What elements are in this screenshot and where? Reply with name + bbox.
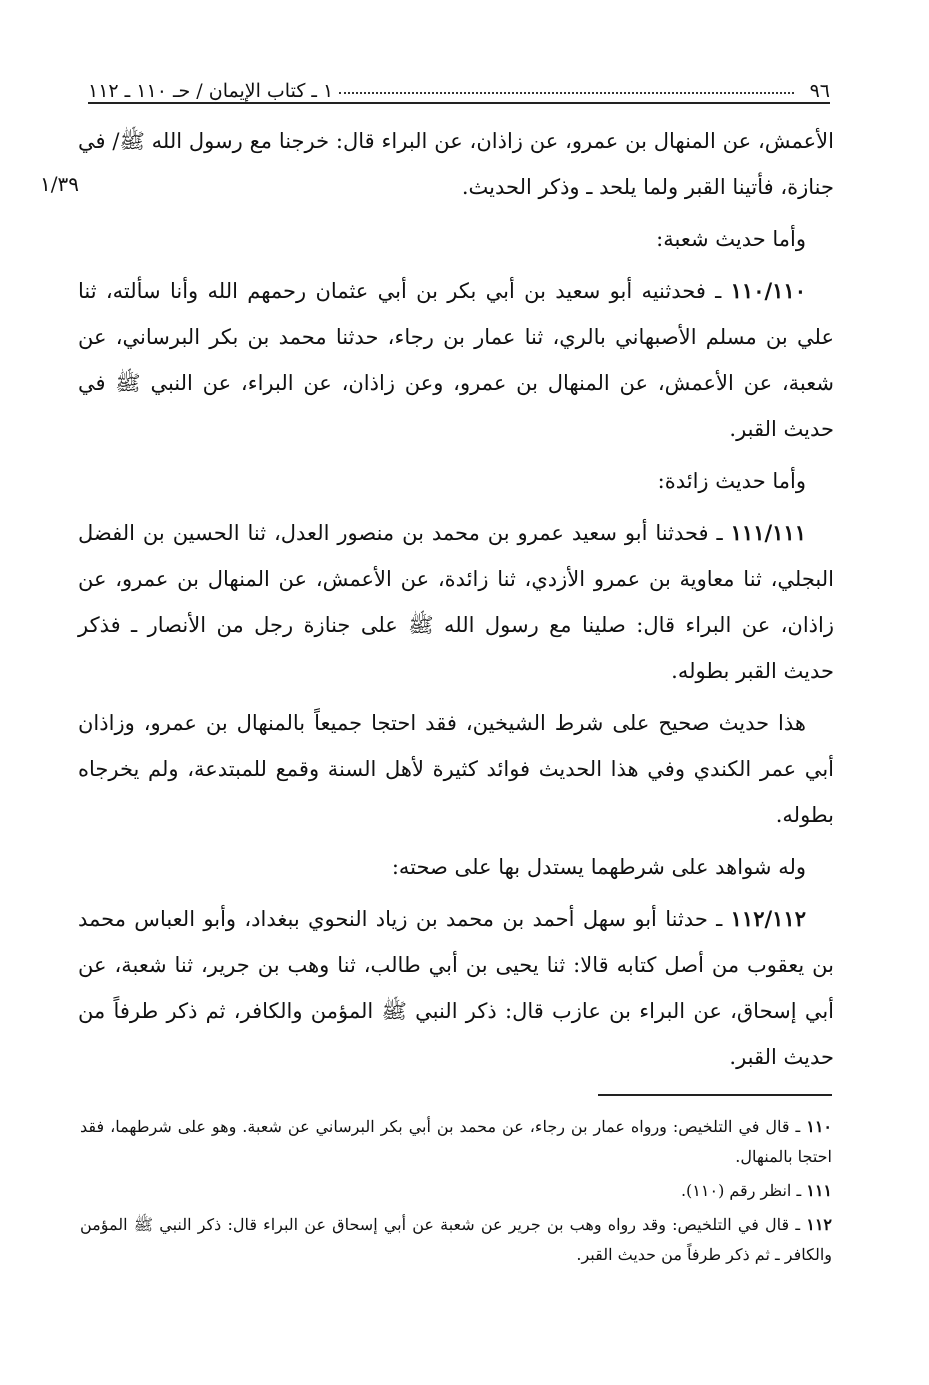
paragraph — [78, 700, 834, 838]
paragraph-text: ـ فحدثنا أبو سعيد عمرو بن محمد بن منصور العدل، ثنا الحسين بن الفضل البجلي، ثنا معاوية بن عمرو الأزدي، ثنا زائدة، عن الأعمش، عن المنهال بن عمرو، عن زاذان، عن البراء قال: صلينا مع رسول الله ﷺ على جنازة رجل من الأنصار ـ فذكر حديث القبر بطوله. — [78, 521, 834, 683]
footnote-number: ١١٢ — [806, 1215, 832, 1234]
page-number: ٩٦ — [809, 80, 830, 102]
paragraph — [78, 118, 834, 210]
paragraph — [78, 458, 834, 504]
paragraph-text: وأما حديث زائدة: — [657, 469, 806, 493]
footnote — [80, 1112, 832, 1172]
footnote-text: ـ انظر رقم (١١٠). — [680, 1181, 807, 1200]
footnote — [80, 1176, 832, 1206]
paragraph-text: وأما حديث شعبة: — [656, 227, 806, 251]
footnotes — [80, 1112, 832, 1274]
header-dot-leader — [339, 91, 793, 94]
paragraph-text: ـ فحدثنيه أبو سعيد بن أبي بكر بن أبي عثمان رحمهم الله وأنا سألته، ثنا علي بن مسلم الأصبهاني بالري، ثنا عمار بن رجاء، حدثنا محمد بن بكر البرساني، عن شعبة، عن الأعمش، عن المنهال بن عمرو، وعن زاذان، عن البراء، عن النبي ﷺ في حديث القبر. — [78, 279, 834, 441]
footnote — [80, 1210, 832, 1270]
footnote-number: ١١١ — [806, 1181, 832, 1200]
footnote-separator — [598, 1094, 832, 1096]
main-text — [78, 118, 834, 1086]
hadith-number: ١١٢/١١٢ — [730, 906, 806, 931]
footnote-text: ـ قال في التلخيص: ورواه عمار بن رجاء، عن محمد بن أبي بكر البرساني عن شعبة. وهو على شرطهما، فقد احتجا بالمنهال. — [80, 1117, 832, 1166]
paragraph-text: الأعمش، عن المنهال بن عمرو، عن زاذان، عن البراء قال: خرجنا مع رسول الله ﷺ/ في جنازة، فأتينا القبر ولما يلحد ـ وذكر الحديث. — [78, 129, 834, 199]
hadith-number: ١١١/١١١ — [730, 520, 806, 545]
hadith-paragraph — [78, 896, 834, 1080]
footnote-number: ١١٠ — [806, 1117, 832, 1136]
paragraph — [78, 844, 834, 890]
hadith-number: ١١٠/١١٠ — [730, 278, 806, 303]
chapter-title: ١ ـ كتاب الإيمان / حـ ١١٠ ـ ١١٢ — [88, 80, 334, 102]
margin-folio-note: ١/٣٩ — [40, 172, 79, 196]
hadith-paragraph — [78, 268, 834, 452]
footnote-text: ـ قال في التلخيص: وقد رواه وهب بن جرير عن شعبة عن أبي إسحاق عن البراء قال: ذكر النبي ﷺ المؤمن والكافر ـ ثم ذكر طرفاً من حديث القبر. — [80, 1215, 832, 1264]
running-header — [88, 68, 830, 104]
hadith-paragraph — [78, 510, 834, 694]
paragraph-text: هذا حديث صحيح على شرط الشيخين، فقد احتجا جميعاً بالمنهال بن عمرو، وزاذان أبي عمر الكندي وفي هذا الحديث فوائد كثيرة لأهل السنة وقمع للمبتدعة، ولم يخرجاه بطوله. — [78, 711, 834, 827]
paragraph-text: ـ حدثنا أبو سهل أحمد بن محمد بن زياد النحوي ببغداد، وأبو العباس محمد بن يعقوب من أصل كتابه قالا: ثنا يحيى بن أبي طالب، ثنا وهب بن جرير، ثنا شعبة، عن أبي إسحاق، عن البراء بن عازب قال: ذكر النبي ﷺ المؤمن والكافر، ثم ذكر طرفاً من حديث القبر. — [78, 907, 834, 1069]
paragraph-text: وله شواهد على شرطهما يستدل بها على صحته: — [391, 855, 806, 879]
paragraph — [78, 216, 834, 262]
